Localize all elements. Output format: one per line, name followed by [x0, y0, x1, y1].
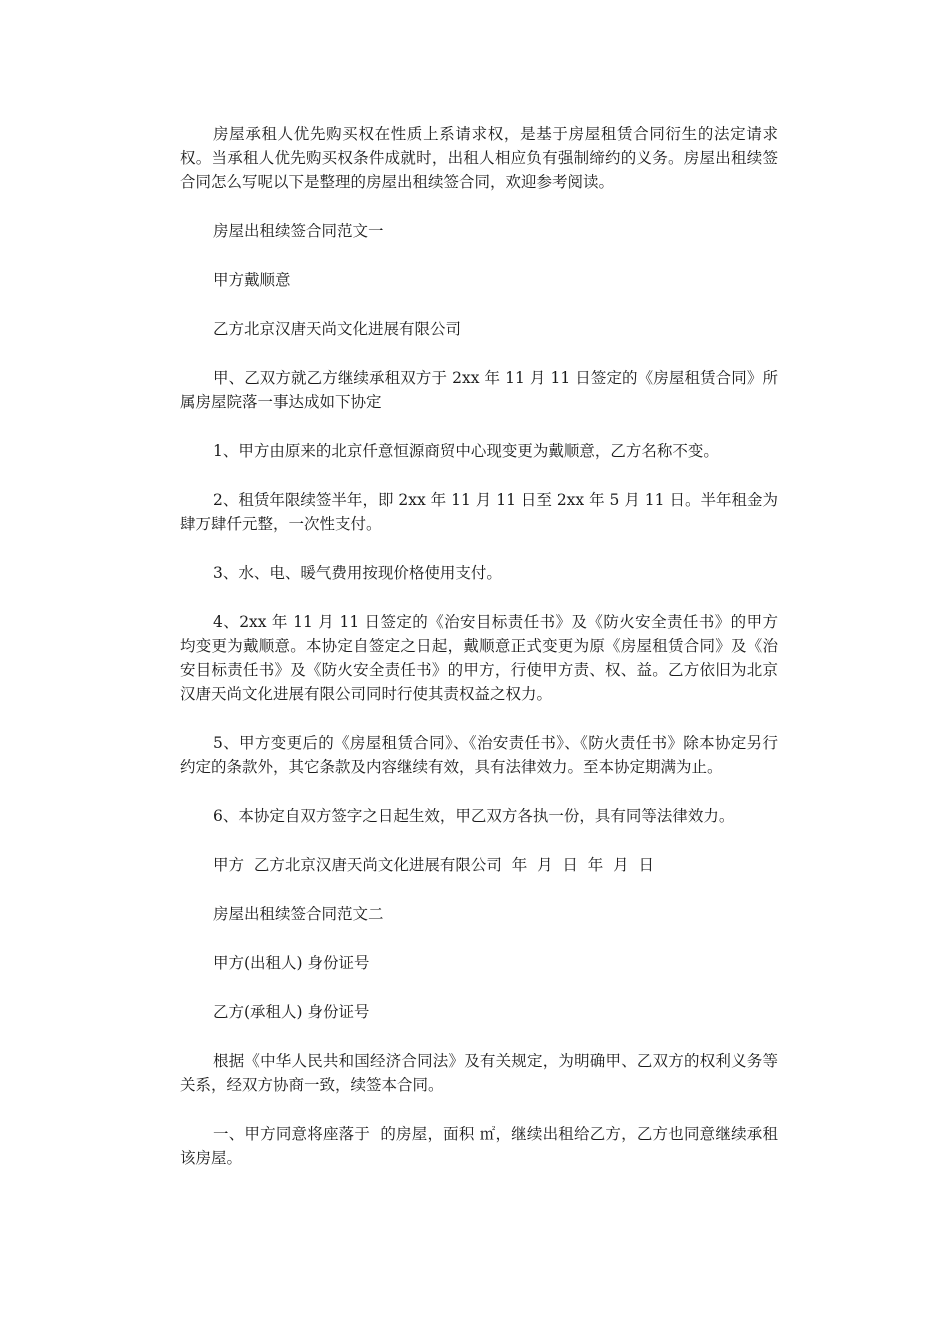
intro-paragraph: 房屋承租人优先购买权在性质上系请求权，是基于房屋租赁合同衍生的法定请求权。当承租人优先购买权条件成就时，出租人相应负有强制缔约的义务。房屋出租续签合同怎么写呢以下是整理的房屋出租续签合同，欢迎参考阅读。 [180, 125, 778, 191]
clause-3: 3、水、电、暖气费用按现价格使用支付。 [213, 564, 502, 582]
clause-5: 5、甲方变更后的《房屋租赁合同》、《治安责任书》、《防火责任书》除本协定另行约定的条款外，其它条款及内容继续有效，具有法律效力。至本协定期满为止。 [180, 734, 778, 776]
document-body [180, 122, 778, 1195]
legal-basis-paragraph: 根据《中华人民共和国经济合同法》及有关规定，为明确甲、乙双方的权利义务等关系，经双方协商一致，续签本合同。 [180, 1052, 778, 1094]
clause-1: 1、甲方由原来的北京仟意恒源商贸中心现变更为戴顺意，乙方名称不变。 [213, 442, 719, 460]
clause-2: 2、租赁年限续签半年，即 2xx 年 11 月 11 日至 2xx 年 5 月 11 日。半年租金为肆万肆仟元整，一次性支付。 [180, 491, 778, 533]
section-title-sample-one: 房屋出租续签合同范文一 [213, 222, 384, 240]
signature-line: 甲方 乙方北京汉唐天尚文化进展有限公司 年 月 日 年 月 日 [213, 856, 654, 874]
article-one: 一、甲方同意将座落于 的房屋，面积 ㎡，继续出租给乙方，乙方也同意继续承租该房屋。 [180, 1125, 778, 1167]
section-title-sample-two: 房屋出租续签合同范文二 [213, 905, 384, 923]
party-a-line: 甲方戴顺意 [213, 271, 291, 289]
clause-4: 4、2xx 年 11 月 11 日签定的《治安目标责任书》及《防火安全责任书》的甲方均变更为戴顺意。本协定自签定之日起，戴顺意正式变更为原《房屋租赁合同》及《治安目标责任书》及《防火安全责任书》的甲方，行使甲方责、权、益。乙方依旧为北京汉唐天尚文化进展有限公司同时行使其责权益之权力。 [180, 613, 778, 703]
lessee-id-line: 乙方(承租人) 身份证号 [213, 1003, 370, 1021]
agreement-preamble: 甲、乙双方就乙方继续承租双方于 2xx 年 11 月 11 日签定的《房屋租赁合同》所属房屋院落一事达成如下协定 [180, 369, 778, 411]
party-b-line: 乙方北京汉唐天尚文化进展有限公司 [213, 320, 462, 338]
lessor-id-line: 甲方(出租人) 身份证号 [213, 954, 370, 972]
clause-6: 6、本协定自双方签字之日起生效，甲乙双方各执一份，具有同等法律效力。 [213, 807, 735, 825]
